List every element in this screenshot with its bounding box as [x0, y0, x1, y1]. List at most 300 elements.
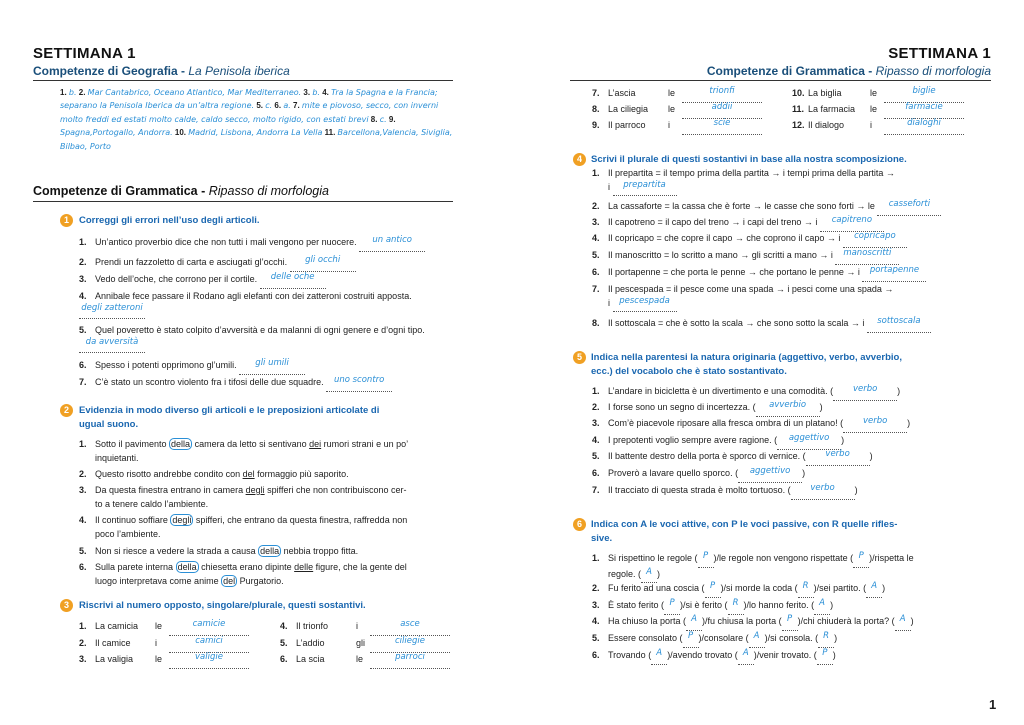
- handwritten-answer: gli umili: [255, 358, 289, 368]
- handwritten-answer: P: [709, 581, 716, 591]
- exercise-item: [592, 167, 895, 196]
- item-number: 1.: [592, 553, 600, 563]
- item-text: Ha chiuso la porta (: [608, 616, 687, 626]
- item-number: 5.: [592, 451, 600, 461]
- week-title-left: SETTIMANA 1: [33, 45, 136, 62]
- item-text: )/chi chiuderà la porta? (: [797, 616, 895, 626]
- noun: Il dialogo: [808, 120, 845, 130]
- item-number: 5.: [79, 546, 87, 556]
- answer-blank: [705, 582, 721, 598]
- handwritten-answer: parroci: [395, 652, 425, 662]
- noun-item: [792, 103, 964, 119]
- item-text: Quel poveretto è stato colpito d’avversità e da malanni di ogni genere e d’ogni tipo.: [95, 325, 425, 335]
- answer-blank: [682, 87, 762, 103]
- noun-item: [79, 653, 249, 669]
- item-text: ): [907, 418, 911, 428]
- handwritten-answer: R: [732, 598, 739, 608]
- answer-blank: [791, 484, 855, 500]
- noun-item: [280, 653, 450, 669]
- item-text: )/rispetta le: [869, 553, 914, 563]
- answer-blank: [698, 552, 714, 568]
- item-text: ): [830, 600, 834, 610]
- exercise-item: [592, 216, 884, 232]
- article: i: [608, 181, 610, 192]
- article-circled: degli: [172, 515, 192, 525]
- answer-blank: [79, 304, 145, 320]
- item-number: 4.: [592, 233, 600, 243]
- preposition-underlined: dei: [309, 439, 322, 449]
- answer-blank: [862, 266, 926, 282]
- handwritten-answer: verbo: [810, 483, 835, 493]
- answer-number: 10.: [174, 128, 186, 138]
- item-text: luogo interpretava come anime: [95, 575, 222, 586]
- item-number: 3.: [592, 600, 600, 610]
- item-number: 2.: [592, 201, 600, 211]
- article-circled: della: [171, 439, 191, 449]
- handwritten-answer: un antico: [372, 235, 412, 245]
- noun: La ciliegia: [608, 104, 649, 114]
- item-number: 8.: [592, 104, 600, 114]
- exercise-item: [79, 468, 349, 482]
- handwritten-answer: b.: [312, 88, 320, 97]
- answer-blank: [867, 317, 931, 333]
- exercise-4-title: Scrivi il plurale di questi sostantivi in base alla nostra scomposizione.: [591, 154, 907, 165]
- item-text: Il tracciato di questa strada è molto tortuoso. (: [608, 485, 791, 495]
- item-text: )/si è ferito (: [680, 600, 728, 610]
- exercise-number-badge: 3: [60, 599, 73, 612]
- item-number: 6.: [280, 654, 288, 664]
- handwritten-answer: portapenne: [869, 265, 920, 275]
- item-text: I forse sono un segno di incertezza. (: [608, 402, 756, 412]
- item-number: 2.: [592, 583, 600, 593]
- item-text: Un’antico proverbio dice che non tutti i mali vengono per nuocere.: [95, 237, 357, 247]
- item-text: formaggio più saporito.: [254, 469, 349, 479]
- handwritten-answer: aggettivo: [788, 433, 830, 443]
- item-number: 1.: [79, 237, 87, 247]
- exercise-item: [592, 266, 926, 282]
- item-text: Sulla parete interna: [95, 562, 176, 572]
- item-text: chiesetta erano dipinte: [198, 562, 295, 572]
- item-text: spifferi, che entrano da questa finestra, raffredda non: [193, 515, 408, 525]
- noun: La valigia: [95, 654, 134, 664]
- answer-blank: [833, 385, 897, 401]
- item-text: Il capotreno = il capo del treno → i capi del treno → i: [608, 217, 818, 227]
- handwritten-answer: verbo: [852, 384, 878, 394]
- item-number: 7.: [592, 284, 600, 294]
- answer-number: 11.: [324, 128, 336, 138]
- handwritten-answer: gli occhi: [305, 255, 341, 265]
- exercise-item: [592, 467, 805, 483]
- handwritten-answer: sottoscala: [877, 316, 921, 326]
- exercise-item: [592, 200, 941, 216]
- item-number: 1.: [79, 439, 87, 449]
- item-text: Da questa finestra entrano in camera: [95, 485, 246, 495]
- exercise-item: [592, 450, 873, 466]
- handwritten-answer: asce: [400, 619, 420, 629]
- answer-number: 5.: [256, 101, 263, 111]
- article: i: [608, 297, 610, 308]
- exercise-item: [592, 599, 833, 615]
- item-text: inquietanti.: [95, 452, 139, 463]
- answer-blank: [370, 653, 450, 669]
- item-text: regole. (: [608, 568, 642, 579]
- noun-item: [792, 119, 964, 135]
- item-text: Annibale fece passare il Rodano agli elefanti con dei zatteroni costruiti apposta.: [95, 291, 412, 301]
- answer-blank: [169, 653, 249, 669]
- item-text: )/venir trovato. (: [753, 650, 817, 660]
- item-text: ): [882, 583, 886, 593]
- item-text: poco l’ambiente.: [95, 528, 161, 539]
- answer-blank: [664, 599, 680, 615]
- answer-blank: [686, 615, 702, 631]
- handwritten-answer: manoscritti: [843, 248, 892, 258]
- exercise-2-title: Evidenzia in modo diverso gli articoli e le preposizioni articolate di ugual suono.: [79, 405, 380, 430]
- item-text: I prepotenti voglio sempre avere ragione. (: [608, 435, 778, 445]
- item-number: 11.: [792, 104, 805, 114]
- preposition-underlined: degli: [245, 485, 265, 495]
- answer-blank: [756, 401, 820, 417]
- item-number: 6.: [592, 267, 600, 277]
- item-text: )/le regole non vengono rispettate (: [713, 553, 854, 563]
- handwritten-answer: valigie: [195, 652, 223, 662]
- answer-blank: [370, 620, 450, 636]
- item-text: Non si riesce a vedere la strada a causa: [95, 546, 259, 556]
- noun-item: [592, 103, 762, 119]
- item-text: Purgatorio.: [237, 575, 284, 586]
- item-text: Si rispettino le regole (: [608, 553, 698, 563]
- item-text: Il battente destro della porta è sporco di vernice. (: [608, 451, 806, 461]
- answer-number: 8.: [370, 114, 378, 124]
- item-number: 3.: [79, 654, 87, 664]
- item-text: Trovando (: [608, 650, 652, 660]
- answer-blank: [613, 297, 677, 313]
- item-text: )/consolare (: [698, 633, 749, 643]
- answer-number: 6.: [274, 101, 282, 111]
- noun: L’ascia: [608, 88, 636, 98]
- noun: Il trionfo: [296, 621, 329, 631]
- article: gli: [356, 638, 366, 648]
- handwritten-answer: Madrid, Lisbona, Andorra La Vella: [188, 128, 323, 138]
- handwritten-answer: A: [656, 648, 663, 658]
- item-text: spifferi che non contribuiscono cer-: [264, 485, 407, 495]
- exercise-item: [79, 236, 425, 252]
- handwritten-answer: verbo: [825, 449, 850, 459]
- answer-number: 9.: [388, 114, 396, 124]
- noun: La biglia: [808, 88, 842, 98]
- item-text: Vedo dell’oche, che corrono per il cortile.: [95, 274, 258, 284]
- noun-item: [280, 637, 450, 653]
- answer-blank: [835, 249, 899, 265]
- exercise-item: [79, 438, 408, 465]
- grammar-heading-right: Competenze di Grammatica - Ripasso di morfologia: [706, 64, 991, 78]
- item-number: 3.: [79, 274, 87, 284]
- answer-blank: [884, 103, 964, 119]
- item-number: 6.: [592, 468, 600, 478]
- item-number: 3.: [79, 485, 87, 495]
- item-number: 6.: [79, 360, 87, 370]
- handwritten-answer: c.: [265, 101, 273, 111]
- answer-blank: [806, 450, 870, 466]
- handwritten-answer: Tra la Spagna e la Francia; separano la Penisola Iberica da un’altra regione.: [60, 88, 438, 111]
- article: le: [870, 104, 878, 114]
- handwritten-answer: dialoghi: [907, 118, 941, 128]
- handwritten-answer: P: [669, 598, 675, 608]
- handwritten-answer: trionfi: [709, 86, 735, 96]
- exercise-item: [592, 484, 858, 500]
- answer-blank: [169, 637, 249, 653]
- handwritten-answer: A: [819, 598, 825, 608]
- item-number: 2.: [79, 257, 87, 267]
- handwritten-answer: P: [687, 631, 694, 641]
- item-text: to a tenere caldo l’ambiente.: [95, 498, 209, 509]
- item-text: ): [802, 468, 806, 478]
- item-text: Com’è piacevole riposare alla fresca ombra di un platano! (: [608, 418, 844, 428]
- exercise-number-badge: 1: [60, 214, 73, 227]
- answer-blank: [370, 637, 450, 653]
- exercise-1-title: Correggi gli errori nell’uso degli articoli.: [79, 215, 260, 226]
- handwritten-answer: P: [858, 551, 864, 561]
- exercise-item: [592, 283, 893, 312]
- item-number: 4.: [280, 621, 288, 631]
- answer-blank: [853, 552, 869, 568]
- item-number: 3.: [592, 217, 600, 227]
- noun: Il parroco: [608, 120, 646, 130]
- item-number: 2.: [592, 402, 600, 412]
- article: le: [870, 88, 878, 98]
- item-number: 8.: [592, 318, 600, 328]
- item-text: È stato ferito (: [608, 600, 665, 610]
- noun-item: [592, 119, 762, 135]
- divider: [570, 80, 991, 81]
- exercise-item: [592, 249, 899, 265]
- item-text: )/fu chiusa la porta (: [702, 616, 782, 626]
- answer-blank: [818, 632, 834, 648]
- answer-blank: [239, 359, 305, 375]
- item-text: )/si consola. (: [764, 633, 819, 643]
- handwritten-answer: camicie: [192, 619, 226, 629]
- answer-blank: [843, 417, 907, 433]
- handwritten-answer: prepartita: [623, 179, 666, 190]
- handwritten-answer: P: [787, 614, 793, 624]
- item-number: 9.: [592, 120, 600, 130]
- exercise-5-title: Indica nella parentesi la natura originaria (aggettivo, verbo, avverbio, ecc.) del vocabolo che è stato sostantivato.: [591, 352, 902, 377]
- item-text: ): [841, 435, 845, 445]
- answer-blank: [843, 232, 907, 248]
- item-number: 3.: [592, 418, 600, 428]
- handwritten-answer: ciliegie: [395, 636, 425, 646]
- divider: [33, 80, 453, 81]
- article: le: [155, 654, 163, 664]
- exercise-item: [592, 385, 900, 401]
- article-circled: della: [260, 546, 280, 556]
- item-text: Il pescespada = il pesce come una spada → i pesci come una spada →: [608, 284, 894, 294]
- handwritten-answer: a.: [283, 101, 291, 111]
- handwritten-answer: P: [702, 551, 709, 561]
- exercise-item: [592, 649, 836, 665]
- item-number: 5.: [280, 638, 288, 648]
- article: i: [155, 638, 157, 648]
- item-number: 4.: [79, 291, 87, 301]
- item-text: rumori strani e un po’: [321, 439, 409, 449]
- handwritten-answer: aggettivo: [749, 466, 791, 476]
- answer-blank: [782, 615, 798, 631]
- handwritten-answer: avverbio: [769, 400, 807, 410]
- item-text: Il manoscritto = lo scritto a mano → gli scritti a mano → i: [608, 250, 833, 260]
- answer-blank: [683, 632, 699, 648]
- preposition-underlined: del: [242, 469, 255, 479]
- item-text: ): [897, 386, 901, 396]
- item-text: ): [657, 568, 661, 579]
- item-number: 5.: [79, 325, 87, 335]
- exercise-item: [79, 561, 407, 588]
- handwritten-answer: casseforti: [888, 199, 931, 209]
- answer-blank: [820, 216, 884, 232]
- exercise-item: [592, 615, 914, 631]
- item-text: )/sei partito. (: [813, 583, 867, 593]
- handwritten-answer: verbo: [862, 416, 888, 426]
- handwritten-answer: R: [823, 631, 830, 641]
- item-text: Spesso i potenti opprimono gl’umili.: [95, 360, 237, 370]
- answer-blank: [641, 568, 657, 584]
- handwritten-answer: copricapo: [854, 231, 896, 241]
- item-number: 2.: [79, 469, 87, 479]
- article-circled: del: [223, 575, 236, 586]
- answer-blank: [895, 615, 911, 631]
- exercise-item: [79, 376, 392, 392]
- answer-blank: [798, 582, 814, 598]
- handwritten-answer: b.: [68, 88, 77, 97]
- exercise-item: [592, 434, 844, 450]
- item-text: Il continuo soffiare: [95, 515, 171, 525]
- exercise-3-title: Riscrivi al numero opposto, singolare/plurale, questi sostantivi.: [79, 600, 366, 611]
- answer-blank: [738, 467, 802, 483]
- item-text: Proverò a lavare quello sporco. (: [608, 468, 739, 478]
- handwritten-answer: A: [742, 648, 749, 658]
- handwritten-answer: c.: [379, 114, 387, 124]
- answer-blank: [79, 338, 145, 354]
- item-number: 1.: [79, 621, 87, 631]
- answer-number: 3.: [303, 88, 311, 97]
- handwritten-answer: mite e piovoso, secco, con inverni molto freddi ed estati molto calde, caldo secco, molto rigido, con estati brevi: [60, 101, 439, 124]
- handwritten-answer: delle oche: [270, 272, 315, 282]
- handwritten-answer: Barcellona,Valencia, Siviglia, Bilbao, Porto: [60, 128, 453, 151]
- item-number: 10.: [792, 88, 805, 98]
- exercise-item: [79, 359, 305, 375]
- item-number: 12.: [792, 120, 805, 130]
- article-circled: della: [177, 562, 197, 572]
- answer-blank: [814, 599, 830, 615]
- item-number: 1.: [592, 386, 600, 396]
- noun-item: [79, 620, 249, 636]
- noun-item: [592, 87, 762, 103]
- answer-blank: [682, 119, 762, 135]
- item-number: 7.: [592, 485, 600, 495]
- exercise-item: [592, 401, 823, 417]
- exercise-item: [592, 582, 885, 598]
- handwritten-answer: camici: [195, 636, 223, 646]
- item-text: Sotto il pavimento: [95, 439, 170, 449]
- handwritten-answer: A: [691, 614, 697, 624]
- exercise-item: [592, 232, 907, 248]
- noun: Il camice: [95, 638, 131, 648]
- answer-blank: [884, 119, 964, 135]
- answer-blank: [884, 87, 964, 103]
- answer-blank: [682, 103, 762, 119]
- geo-heading: Competenze di Geografia - La Penisola iberica: [33, 64, 290, 78]
- answer-blank: [728, 599, 744, 615]
- item-number: 4.: [592, 435, 600, 445]
- handwritten-answer: pescespada: [619, 295, 670, 306]
- answer-blank: [866, 582, 882, 598]
- item-number: 7.: [592, 88, 600, 98]
- article: le: [155, 621, 163, 631]
- handwritten-answer: da avversità: [85, 336, 139, 347]
- item-number: 6.: [79, 562, 87, 572]
- answer-blank: [738, 649, 754, 665]
- item-text: Il prepartita = il tempo prima della partita → i tempi prima della partita →: [608, 168, 895, 178]
- handwritten-answer: R: [802, 581, 809, 591]
- item-number: 4.: [79, 515, 87, 525]
- item-text: Questo risotto andrebbe condito con: [95, 469, 243, 479]
- article: i: [668, 120, 670, 130]
- answer-blank: [169, 620, 249, 636]
- exercise-6-title: Indica con A le voci attive, con P le voci passive, con R quelle rifles- sive.: [591, 519, 898, 544]
- noun: L’addio: [296, 638, 325, 648]
- article: le: [668, 104, 676, 114]
- page-number: 1: [989, 697, 997, 712]
- item-text: ): [834, 633, 838, 643]
- exercise-item: [592, 632, 837, 648]
- answer-blank: [817, 649, 833, 665]
- item-text: )/avendo trovato (: [667, 650, 738, 660]
- item-text: C’è stato un scontro violento fra i tifosi delle due squadre.: [95, 377, 324, 387]
- item-text: Prendi un fazzoletto di carta e asciugati gl’occhi.: [95, 257, 288, 267]
- exercise-item: [79, 324, 459, 353]
- item-text: La cassaforte = la cassa che è forte → le casse che sono forti → le: [608, 201, 875, 211]
- preposition-underlined: delle: [294, 562, 314, 572]
- exercise-item: [592, 317, 931, 333]
- exercise-number-badge: 5: [573, 351, 586, 364]
- answer-number: 7.: [293, 101, 300, 111]
- item-text: Il portapenne = che porta le penne → che portano le penne → i: [608, 267, 860, 277]
- grammar-heading-left: Competenze di Grammatica - Ripasso di morfologia: [33, 184, 329, 198]
- exercise-number-badge: 2: [60, 404, 73, 417]
- geo-answers: [60, 86, 455, 153]
- answer-blank: [613, 181, 677, 197]
- handwritten-answer: A: [646, 566, 652, 577]
- item-text: camera da letto si sentivano: [192, 439, 310, 449]
- handwritten-answer: scie: [713, 118, 731, 128]
- item-number: 7.: [79, 377, 87, 387]
- handwritten-answer: farmacie: [905, 102, 943, 112]
- handwritten-answer: degli zatteroni: [81, 302, 143, 313]
- exercise-item: [79, 514, 407, 541]
- item-number: 6.: [592, 650, 600, 660]
- noun-item: [79, 637, 249, 653]
- answer-blank: [777, 434, 841, 450]
- answer-blank: [651, 649, 667, 665]
- answer-blank: [326, 376, 392, 392]
- exercise-item: [79, 256, 356, 272]
- handwritten-answer: uno scontro: [333, 375, 385, 385]
- right-page: [512, 0, 1024, 725]
- noun-item: [280, 620, 450, 636]
- week-title-right: SETTIMANA 1: [888, 45, 991, 62]
- answer-blank: [290, 256, 356, 272]
- item-text: ): [819, 402, 823, 412]
- answer-number: 4.: [322, 88, 329, 97]
- handwritten-answer: Mar Cantabrico, Oceano Atlantico, Mar Mediterraneo.: [87, 88, 302, 97]
